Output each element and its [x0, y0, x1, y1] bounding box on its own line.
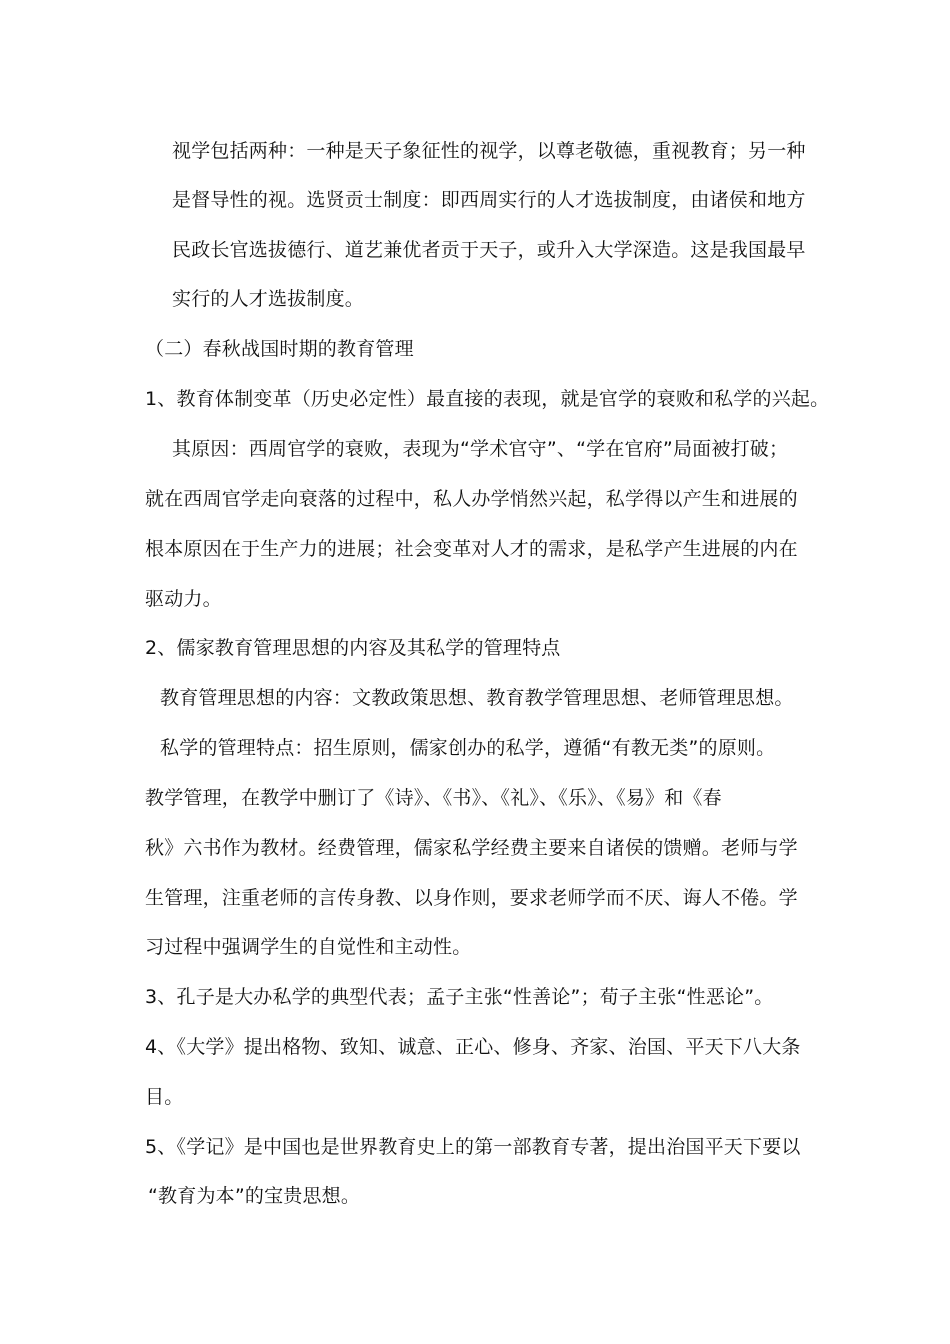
paragraph-line: 驱动力。	[145, 588, 222, 610]
list-item-2: 2、儒家教育管理思想的内容及其私学的管理特点	[145, 637, 561, 659]
paragraph-line: 根本原因在于生产力的进展；社会变革对人才的需求，是私学产生进展的内在	[145, 538, 798, 560]
paragraph-line: 是督导性的视。选贤贡士制度：即西周实行的人才选拔制度，由诸侯和地方	[172, 189, 806, 211]
paragraph-line: 生管理，注重老师的言传身教、以身作则，要求老师学而不厌、诲人不倦。学	[145, 887, 798, 909]
paragraph-line: 视学包括两种：一种是天子象征性的视学，以尊老敬德，重视教育；另一种	[172, 140, 806, 162]
paragraph-line: 教育管理思想的内容：文教政策思想、教育教学管理思想、老师管理思想。	[160, 687, 794, 709]
list-item-4: 4、《大学》提出格物、致知、诚意、正心、修身、齐家、治国、平天下八大条	[145, 1036, 801, 1058]
paragraph-line: 实行的人才选拔制度。	[172, 288, 365, 310]
list-item-5: 5、《学记》是中国也是世界教育史上的第一部教育专著，提出治国平天下要以	[145, 1136, 801, 1158]
list-item-1: 1、教育体制变革（历史必定性）最直接的表现，就是官学的衰败和私学的兴起。	[145, 388, 830, 410]
paragraph-line: 就在西周官学走向衰落的过程中，私人办学悄然兴起，私学得以产生和进展的	[145, 488, 798, 510]
paragraph-line: 教学管理，在教学中删订了《诗》、《书》、《礼》、《乐》、《易》和《春	[145, 787, 722, 809]
paragraph-line: 秋》六书作为教材。经费管理，儒家私学经费主要来自诸侯的馈赠。老师与学	[145, 837, 798, 859]
list-item-3: 3、孔子是大办私学的典型代表；孟子主张“性善论”；荀子主张“性恶论”。	[145, 986, 774, 1008]
paragraph-line: 习过程中强调学生的自觉性和主动性。	[145, 936, 472, 958]
paragraph-line: 民政长官选拔德行、道艺兼优者贡于天子，或升入大学深造。这是我国最早	[172, 239, 806, 261]
paragraph-line: 私学的管理特点：招生原则，儒家创办的私学，遵循“有教无类”的原则。	[160, 737, 776, 759]
paragraph-line: 其原因：西周官学的衰败，表现为“学术官守”、“学在官府”局面被打破；	[172, 438, 789, 460]
section-heading: （二）春秋战国时期的教育管理	[145, 338, 414, 360]
paragraph-line: “教育为本”的宝贵思想。	[148, 1185, 361, 1207]
paragraph-line: 目。	[145, 1086, 184, 1108]
